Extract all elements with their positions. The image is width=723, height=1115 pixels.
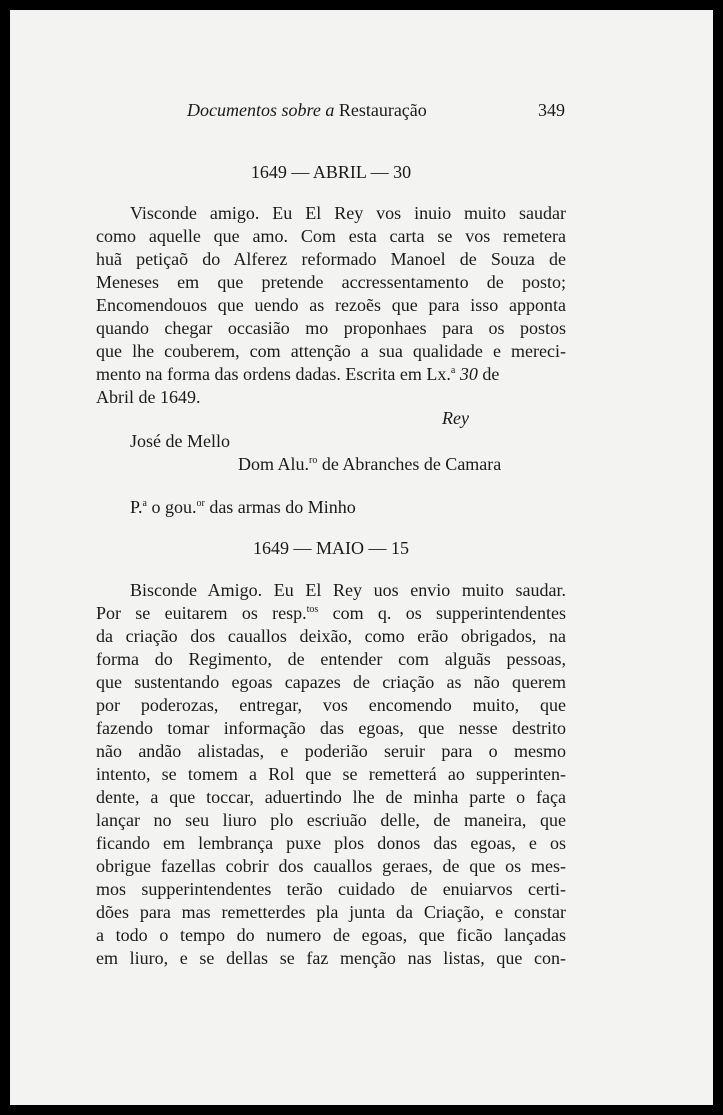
- letter2-date-heading: 1649 — MAIO — 15: [253, 538, 409, 558]
- signature-king: Rey: [442, 408, 469, 428]
- letter1-line-5: Encomendouos que uendo as rezoẽs que para isso apponta: [96, 295, 566, 315]
- letter1-line-1: Visconde amigo. Eu El Rey vos inuio muito saudar: [130, 203, 566, 223]
- letter2-line-1: Bisconde Amigo. Eu El Rey uos envio muito saudar.: [130, 580, 566, 600]
- letter2-line-13: obrigue fazellas cobrir dos cauallos geraes, de que os mes-: [96, 856, 566, 876]
- signature-secretary: José de Mello: [130, 431, 230, 451]
- document-page: [10, 10, 713, 1105]
- letter2-line-15: dões para mas remetterdes pla junta da Criação, e constar: [96, 902, 566, 922]
- letter2-line-8: não andão alistadas, e poderião seruir para o mesmo: [96, 741, 566, 761]
- running-title: Documentos sobre a Restauração: [187, 100, 427, 120]
- letter1-line-8: mento na forma das ordens dadas. Escrita em Lx.$^a$ 30 de: [96, 364, 500, 384]
- letter1-line-3: huã petiçaõ do Alferez reformado Manoel de Souza de: [96, 249, 566, 269]
- letter1-line-7: que lhe couberem, com attenção a sua qualidade e mereci-: [96, 341, 566, 361]
- letter2-line-14: mos supperintendentes terão cuidado de enuiarvos certi-: [96, 879, 566, 899]
- letter2-line-6: por poderozas, entregar, vos encomendo muito, que: [96, 695, 566, 715]
- letter2-line-12: ficando em lembrança puxe plos donos das egoas, e os: [96, 833, 566, 853]
- letter2-line-7: fazendo tomar informação das egoas, que nesse destrito: [96, 718, 566, 738]
- letter1-line-6: quando chegar occasião mo proponhaes para os postos: [96, 318, 566, 338]
- letter2-line-17: em liuro, e se dellas se faz menção nas listas, que con-: [96, 948, 566, 968]
- letter2-line-4: forma do Regimento, de entender com alguãs pessoas,: [96, 649, 566, 669]
- letter2-line-10: dente, a que toccar, aduertindo lhe de minha parte o faça: [96, 787, 566, 807]
- letter2-line-5: que sustentando egoas capazes de criação as não querem: [96, 672, 566, 692]
- page-number: 349: [538, 100, 565, 120]
- letter1-line-9: Abril de 1649.: [96, 387, 201, 407]
- letter2-line-16: a todo o tempo do numero de egoas, que ficão lançadas: [96, 925, 566, 945]
- letter2-line-9: intento, se tomem a Rol que se remetterá ao supperinten-: [96, 764, 566, 784]
- letter1-addressee: P.$^a$ o gou.$^{or}$ das armas do Minho: [130, 497, 356, 517]
- letter2-line-3: da criação dos cauallos deixão, como erão obrigados, na: [96, 626, 566, 646]
- letter1-line-4: Meneses em que pretende accressentamento de posto;: [96, 272, 566, 292]
- letter1-date-heading: 1649 — ABRIL — 30: [250, 162, 412, 182]
- letter1-line-2: como aquelle que amo. Com esta carta se vos remetera: [96, 226, 566, 246]
- letter2-line-2: Por se euitarem os resp.$^{tos}$ com q. os supperintendentes: [96, 603, 566, 623]
- letter2-line-11: lançar no seu liuro plo escriuão delle, de maneira, que: [96, 810, 566, 830]
- signature-signer: Dom Alu.$^{ro}$ de Abranches de Camara: [238, 454, 502, 474]
